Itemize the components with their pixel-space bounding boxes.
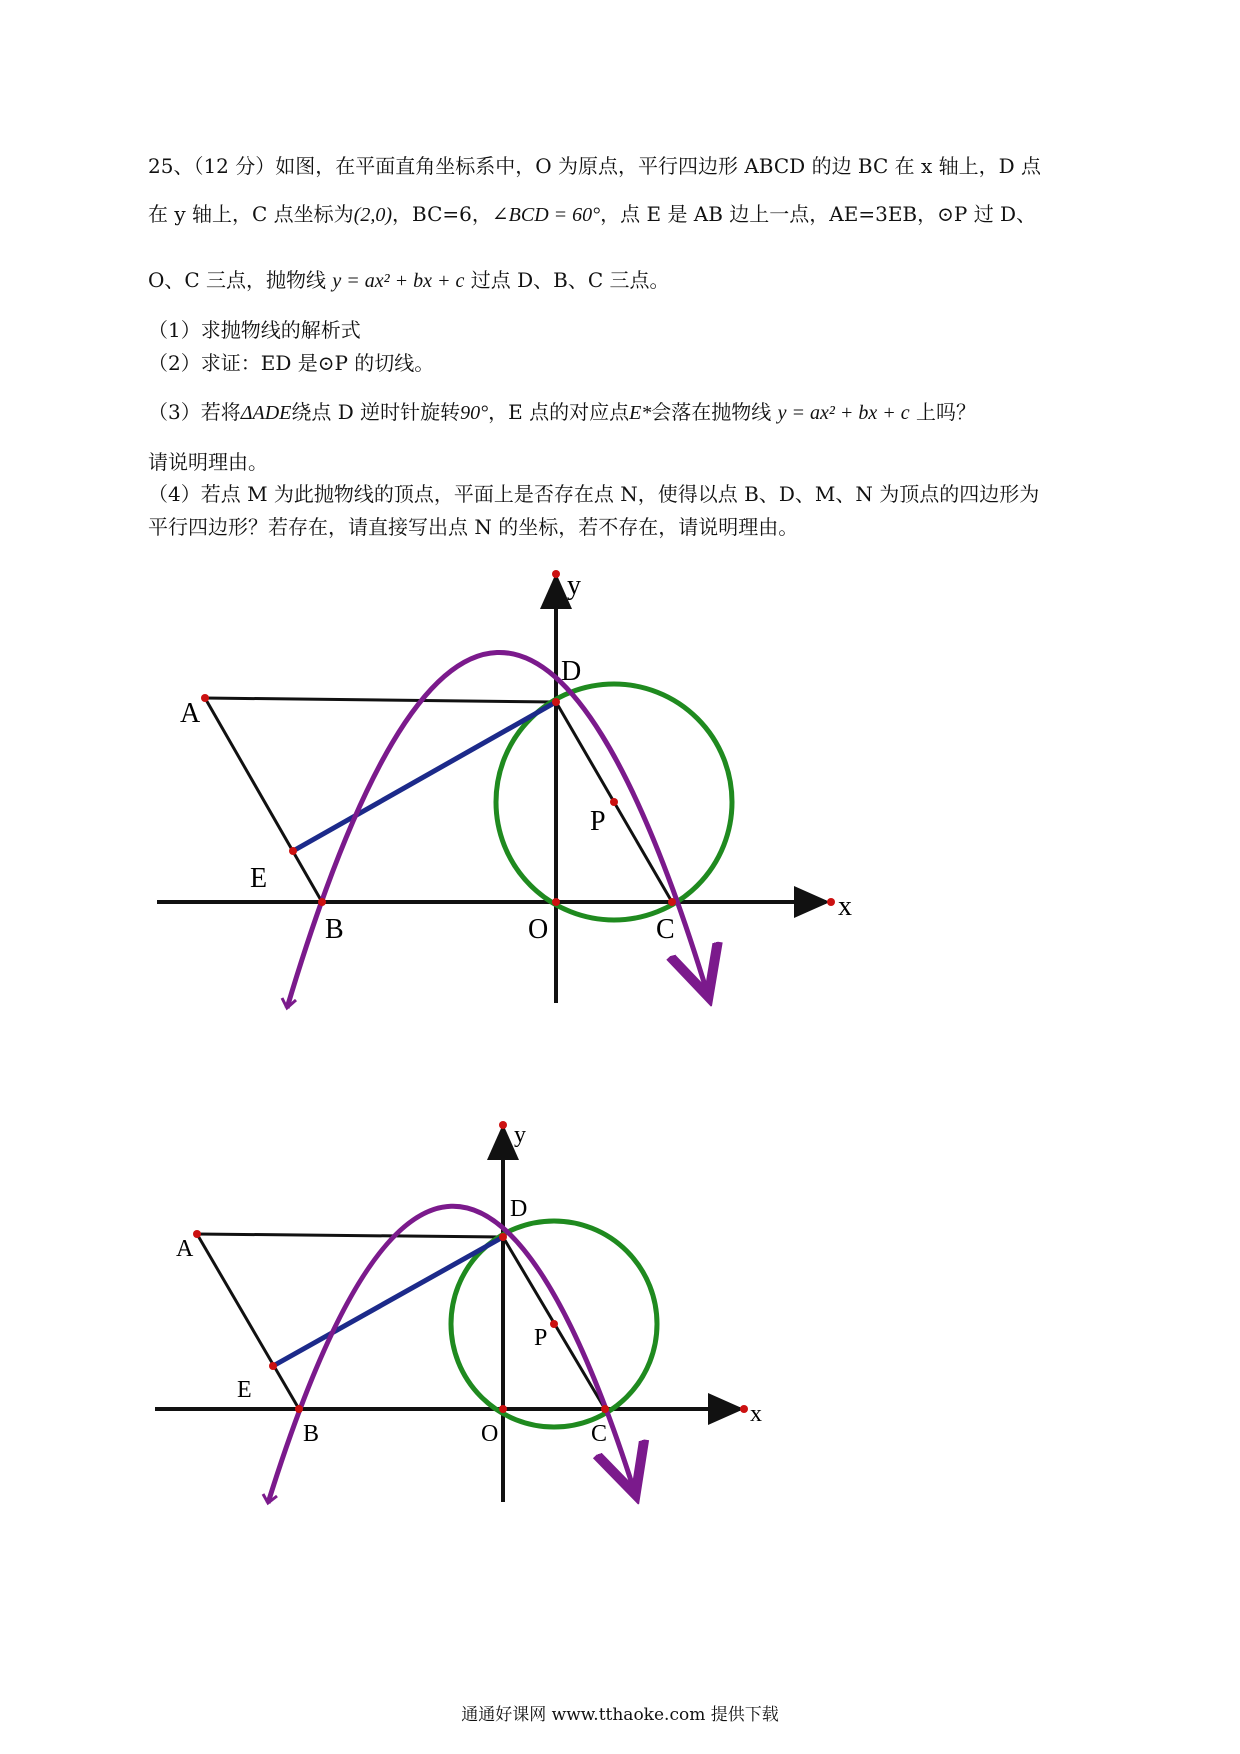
segment-ad-2 xyxy=(197,1234,503,1237)
label-a: A xyxy=(180,698,201,729)
label-p: P xyxy=(590,806,606,837)
problem-line-3: O、C 三点，抛物线 y = ax² + bx + c 过点 D、B、C 三点。 xyxy=(148,268,670,292)
point-c-2 xyxy=(601,1405,609,1413)
point-e-2 xyxy=(269,1362,277,1370)
problem-line-2: 在 y 轴上，C 点坐标为(2,0)，BC=6，∠BCD = 60°，点 E 是 AB 边上一点，AE=3EB，⊙P 过 D、 xyxy=(148,202,1037,226)
label-p-2: P xyxy=(534,1325,548,1351)
label-d-2: D xyxy=(510,1196,528,1222)
label-a-2: A xyxy=(176,1236,194,1262)
question-3: （3）若将ΔADE绕点 D 逆时针旋转90°，E 点的对应点E*会落在抛物线 y = ax² + bx + c 上吗？ xyxy=(148,400,977,424)
problem-line-1: 25、（12 分）如图，在平面直角坐标系中，O 为原点，平行四边形 ABCD 的边 BC 在 x 轴上，D 点 xyxy=(148,154,1042,178)
point-p-2 xyxy=(550,1320,558,1328)
label-c-2: C xyxy=(591,1421,608,1447)
question-2: （2）求证：ED 是⊙P 的切线。 xyxy=(148,351,435,375)
question-1: （1）求抛物线的解析式 xyxy=(148,318,361,342)
parabola-2 xyxy=(268,1206,634,1503)
point-o-2 xyxy=(499,1405,507,1413)
label-b-2: B xyxy=(303,1421,320,1447)
segment-ed-2 xyxy=(273,1237,503,1366)
label-y: y xyxy=(567,570,581,601)
label-o-2: O xyxy=(481,1421,499,1447)
label-b: B xyxy=(325,914,344,945)
label-x-2: x xyxy=(750,1401,762,1427)
label-e-2: E xyxy=(237,1377,252,1403)
label-x: x xyxy=(838,891,852,922)
footer-source: 通通好课网 www.tthaoke.com 提供下载 xyxy=(461,1705,779,1725)
question-4-line-2: 平行四边形？若存在，请直接写出点 N 的坐标，若不存在，请说明理由。 xyxy=(148,515,799,539)
label-e: E xyxy=(250,863,268,894)
point-a-2 xyxy=(193,1230,201,1238)
point-y-end-2 xyxy=(499,1121,507,1129)
point-d-2 xyxy=(499,1233,507,1241)
question-4-line-1: （4）若点 M 为此抛物线的顶点，平面上是否存在点 N，使得以点 B、D、M、N 为顶点的四边形为 xyxy=(148,482,1040,506)
question-3-continued: 请说明理由。 xyxy=(148,450,268,474)
label-d: D xyxy=(561,656,582,687)
point-b-2 xyxy=(295,1405,303,1413)
label-y-2: y xyxy=(514,1122,526,1148)
label-c: C xyxy=(656,914,675,945)
point-x-end-2 xyxy=(740,1405,748,1413)
label-o: O xyxy=(528,914,549,945)
